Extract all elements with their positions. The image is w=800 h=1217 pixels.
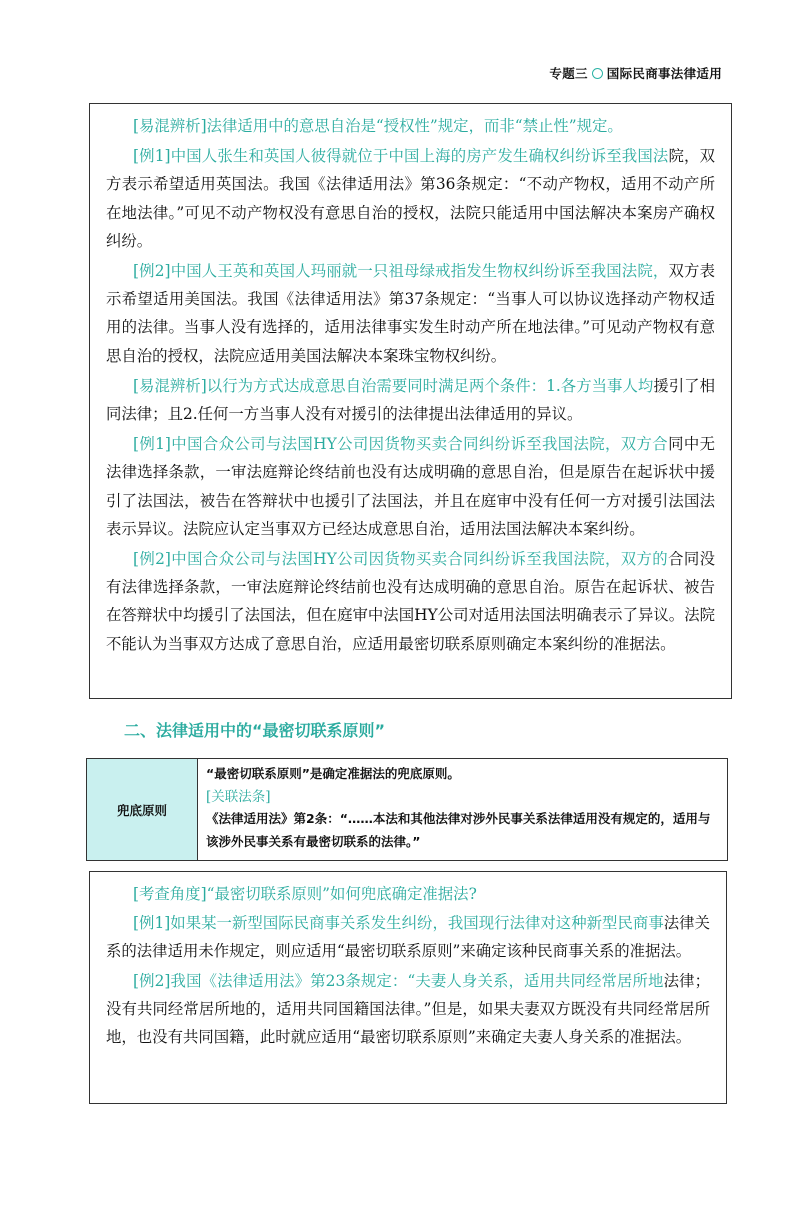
paragraph — [106, 545, 715, 658]
section-heading: 二、法律适用中的“最密切联系原则” — [124, 721, 386, 740]
paragraph — [106, 909, 710, 965]
lead-text: 中国合众公司与法国HY公司因货物买卖合同纠纷诉至我国法院，双方的 — [170, 550, 669, 569]
lead-text: 如果某一新型国际民商事关系发生纠纷，我国现行法律对这种新型民商事 — [170, 914, 664, 933]
body-text: 援引了相同法律；且2.任何一方当事人没有对援引的法律提出法律适用的异议。 — [106, 376, 715, 424]
rule-line: “最密切联系原则”是确定准据法的兜底原则。 — [206, 766, 460, 781]
body-text: 双方表示希望适用美国法。我国《法律适用法》第37条规定：“当事人可以协议选择动产物权适用的法律。当事人没有选择的，适用法律事实发生时动产所在地法律。”可见动产物权有意思自治的授权，法院应适用美国法解决本案珠宝物权纠纷。 — [106, 262, 715, 365]
running-header — [549, 64, 722, 82]
tag: [例1] — [133, 435, 171, 454]
paragraph — [106, 430, 715, 543]
paragraph — [106, 142, 715, 255]
tag: [例2] — [133, 262, 171, 281]
rule-table — [86, 758, 728, 861]
body-text: 合同没有法律选择条款，一审法庭辩论终结前也没有达成明确的意思自治。原告在起诉状、被告在答辩状中均援引了法国法，但在庭审中法国HY公司对适用法国法明确表示了异议。法院不能认为当事双方达成了意思自治，应适用最密切联系原则确定本案纠纷的准据法。 — [106, 550, 715, 653]
tag: [考查角度] — [133, 885, 207, 903]
header-title-text: 国际民商事法律适用 — [606, 66, 722, 81]
circle-icon — [592, 68, 603, 79]
related-law-label: [关联法条] — [206, 788, 271, 805]
lead-text: 以行为方式达成意思自治需要同时满足两个条件：1.各方当事人均 — [206, 376, 654, 395]
header-topic: 专题三 — [549, 66, 588, 81]
rule-label: 兜底原则 — [87, 759, 198, 860]
paragraph — [106, 372, 715, 428]
tag: [例1] — [133, 147, 171, 166]
body-text: 院，双方表示希望适用英国法。我国《法律适用法》第36条规定：“不动产物权，适用不动产所在地法律。”可见不动产物权没有意思自治的授权，法院只能适用中国法解决本案房产确权纠纷。 — [106, 147, 715, 250]
lead-text: 中国人张生和英国人彼得就位于中国上海的房产发生确权纠纷诉至我国法 — [170, 147, 669, 166]
lead-text: “最密切联系原则”如何兜底确定准据法? — [206, 885, 477, 903]
lead-text: 中国合众公司与法国HY公司因货物买卖合同纠纷诉至我国法院，双方合 — [170, 435, 669, 454]
analysis-box-1 — [89, 103, 732, 699]
analysis-box-2 — [89, 871, 727, 1104]
rule-body — [198, 759, 727, 860]
lead-text: 法律适用中的意思自治是“授权性”规定，而非“禁止性”规定。 — [206, 117, 623, 135]
body-text: 法律；没有共同经常居所地的，适用共同国籍国法律。”但是，如果夫妻双方既没有共同经常居所地，也没有共同国籍，此时就应适用“最密切联系原则”来确定夫妻人身关系的准据法。 — [106, 971, 710, 1047]
paragraph — [106, 967, 710, 1052]
tag: [例2] — [133, 971, 171, 990]
tag: [易混辨析] — [133, 117, 207, 135]
body-text: 同中无法律选择条款，一审法庭辩论终结前也没有达成明确的意思自治，但是原告在起诉状中援引了法国法，被告在答辩状中也援引了法国法，并且在庭审中没有任何一方对援引法国法表示异议。法院应认定当事双方已经达成意思自治，适用法国法解决本案纠纷。 — [106, 435, 715, 538]
body-text: 法律关系的法律适用未作规定，则应适用“最密切联系原则”来确定该种民商事关系的准据法。 — [106, 914, 710, 961]
paragraph — [106, 112, 715, 140]
paragraph — [106, 880, 710, 908]
lead-text: 中国人王英和英国人玛丽就一只祖母绿戒指发生物权纠纷诉至我国法院， — [170, 262, 669, 281]
tag: [例1] — [133, 914, 171, 933]
tag: [例2] — [133, 550, 171, 569]
lead-text: 我国《法律适用法》第23条规定：“夫妻人身关系，适用共同经常居所地 — [170, 971, 664, 990]
rule-line: 《法律适用法》第2条：“……本法和其他法律对涉外民事关系法律适用没有规定的，适用与该涉外民事关系有最密切联系的法律。” — [206, 811, 711, 849]
paragraph — [106, 257, 715, 370]
tag: [易混辨析] — [133, 376, 207, 395]
